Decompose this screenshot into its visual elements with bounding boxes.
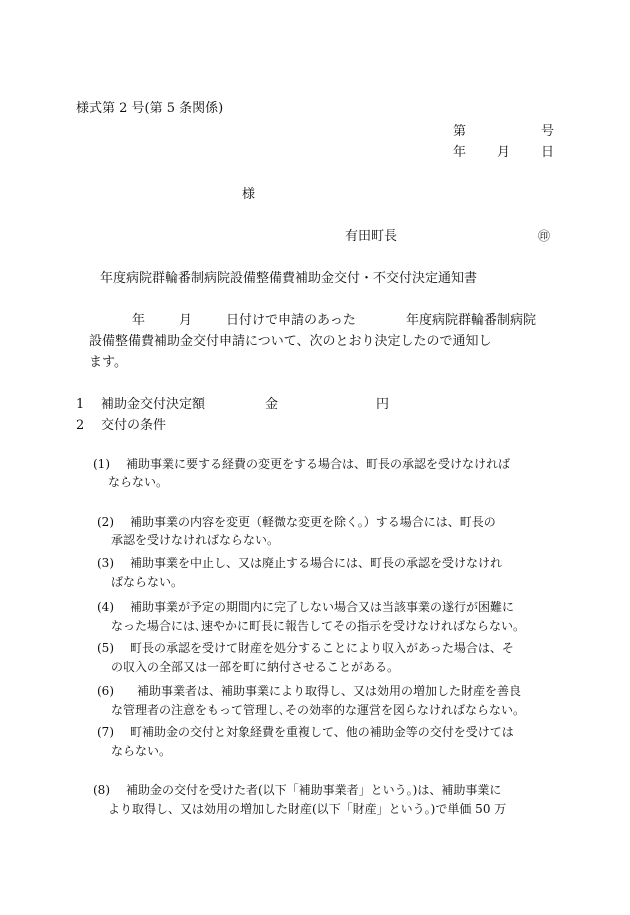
condition-2-number: (2) bbox=[97, 515, 114, 529]
condition-1-number: (1) bbox=[93, 457, 110, 471]
intro-line1-end: 年度病院群輪番制病院 bbox=[406, 313, 537, 328]
condition-4-number: (4) bbox=[97, 600, 114, 614]
item1-kin: 金 bbox=[265, 397, 279, 412]
condition-2-line2: 承認を受けなければならない。 bbox=[111, 533, 280, 547]
condition-7-line2: ならない。 bbox=[111, 744, 172, 758]
date-year-label: 年 bbox=[453, 145, 467, 160]
intro-line3: ます。 bbox=[89, 355, 127, 370]
condition-6-line1: 補助事業者は、補助事業により取得し、又は効用の増加した財産を善良 bbox=[137, 684, 522, 698]
seal-mark-icon: ㊞ bbox=[538, 229, 551, 243]
document-number-dai: 第 bbox=[453, 124, 467, 139]
date-month-label: 月 bbox=[497, 145, 511, 160]
issuer-name: 有田町長 bbox=[345, 229, 398, 244]
condition-4-line2: なった場合には､速やかに町長に報告してその指示を受けなければならない。 bbox=[111, 619, 526, 633]
condition-6-number: (6) bbox=[97, 684, 114, 698]
item1-yen: 円 bbox=[376, 397, 390, 412]
condition-7-line1: 町補助金の交付と対象経費を重複して、他の補助金等の交付を受けては bbox=[130, 725, 514, 739]
item2-label: 交付の条件 bbox=[101, 418, 167, 433]
condition-7-number: (7) bbox=[97, 725, 114, 739]
item1-number: 1 bbox=[76, 397, 85, 412]
condition-5-line2: の収入の全部又は一部を町に納付させることがある。 bbox=[111, 660, 400, 674]
condition-5-line1: 町長の承認を受けて財産を処分することにより収入があった場合は、そ bbox=[130, 641, 514, 655]
document-number-go: 号 bbox=[541, 124, 555, 139]
condition-8-line1: 補助金の交付を受けた者(以下「補助事業者」という。)は、補助事業に bbox=[126, 783, 502, 797]
intro-line1-text: 日付けで申請のあった bbox=[226, 313, 356, 328]
condition-2-line1: 補助事業の内容を変更（軽微な変更を除く。）する場合には、町長の bbox=[130, 515, 496, 529]
condition-3-line1: 補助事業を中止し、又は廃止する場合には、町長の承認を受けなけれ bbox=[130, 556, 503, 570]
condition-5-number: (5) bbox=[97, 641, 114, 655]
document-title: 年度病院群輪番制病院設備整備費補助金交付・不交付決定通知書 bbox=[100, 271, 478, 286]
condition-1-line1: 補助事業に要する経費の変更をする場合は、町長の承認を受けなければ bbox=[126, 457, 511, 471]
item2-number: 2 bbox=[76, 418, 85, 433]
condition-1-line2: ならない。 bbox=[108, 475, 169, 489]
addressee-sama: 様 bbox=[242, 187, 256, 202]
condition-3-line2: ばならない。 bbox=[111, 575, 184, 589]
condition-3-number: (3) bbox=[97, 556, 114, 570]
intro-month-label: 月 bbox=[179, 313, 193, 328]
condition-8-number: (8) bbox=[93, 783, 110, 797]
intro-line2: 設備整備費補助金交付申請について、次のとおり決定したので通知し bbox=[89, 334, 492, 349]
date-day-label: 日 bbox=[541, 145, 555, 160]
condition-6-line2: な管理者の注意をもって管理し､その効率的な運営を図らなければならない。 bbox=[111, 703, 526, 717]
item1-label: 補助金交付決定額 bbox=[101, 397, 206, 412]
condition-4-line1: 補助事業が予定の期間内に完了しない場合又は当該事業の遂行が困難に bbox=[130, 600, 515, 614]
condition-8-line2: より取得し、又は効用の増加した財産(以下「財産」という。)で単価 50 万 bbox=[108, 802, 507, 816]
intro-year-label: 年 bbox=[132, 313, 146, 328]
form-number-label: 様式第 2 号(第 5 条関係) bbox=[76, 101, 224, 116]
